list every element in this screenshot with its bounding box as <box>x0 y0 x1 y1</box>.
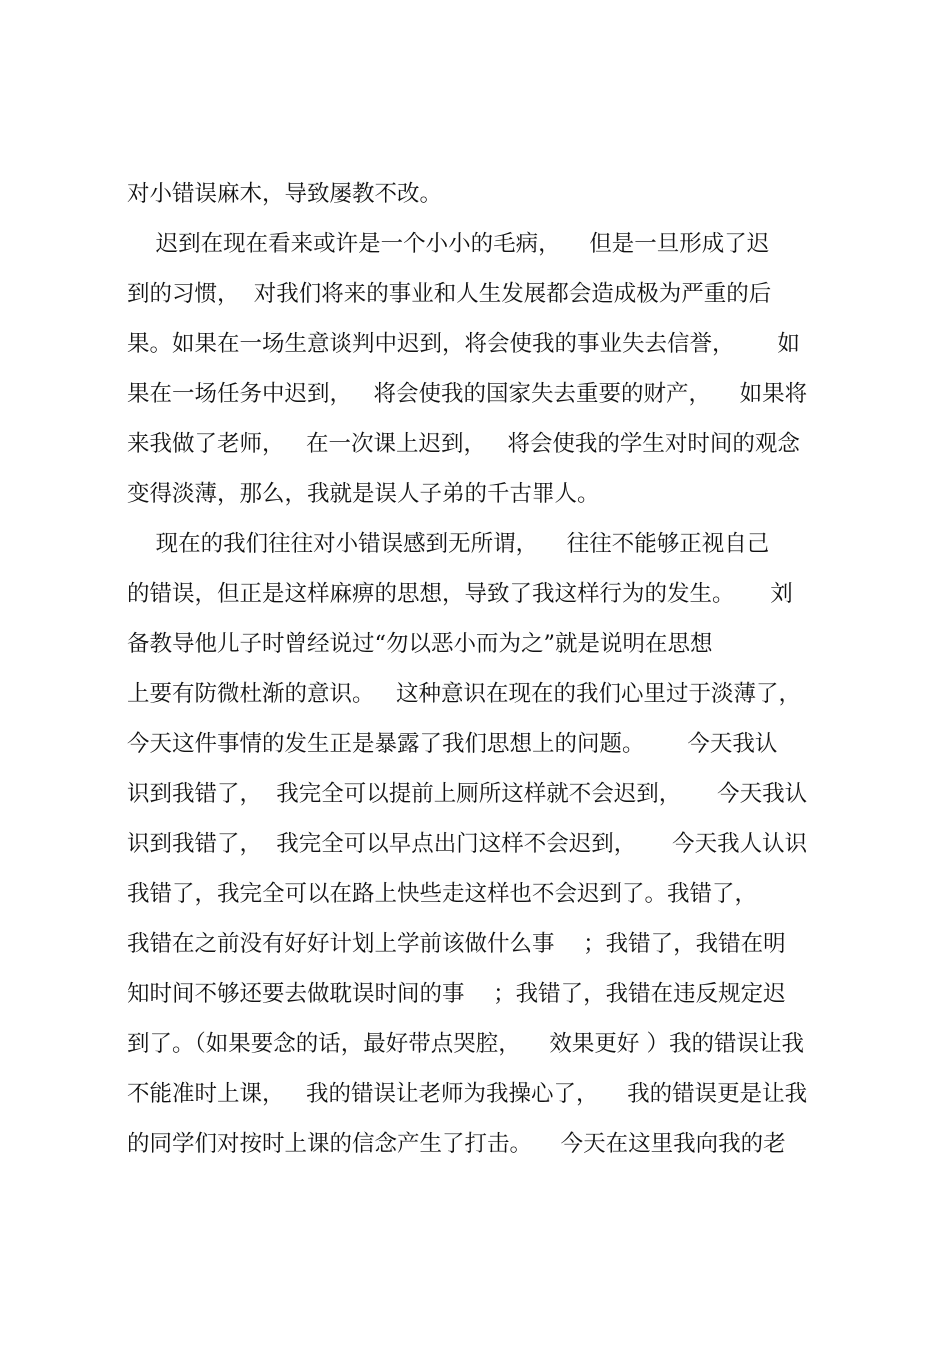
text-line: 来我做了老师， 在一次课上迟到， 将会使我的学生对时间的观念 <box>127 431 800 457</box>
text-line: 到的习惯， 对我们将来的事业和人生发展都会造成极为严重的后 <box>127 281 772 307</box>
text-line: 的错误，但正是这样麻痹的思想，导致了我这样行为的发生。 刘 <box>127 581 793 607</box>
text-line: 对小错误麻木，导致屡教不改。 <box>127 181 443 207</box>
text-line: 果在一场任务中迟到， 将会使我的国家失去重要的财产， 如果将 <box>127 381 808 407</box>
text-line: 识到我错了， 我完全可以早点出门这样不会迟到， 今天我人认识 <box>127 831 808 857</box>
text-line: 到了。（如果要念的话，最好带点哭腔， 效果更好 ）我的错误让我 <box>127 1031 805 1057</box>
text-line: 上要有防微杜渐的意识。 这种意识在现在的我们心里过于淡薄了， <box>127 681 801 707</box>
text-line: 备教导他儿子时曾经说过“勿以恶小而为之”就是说明在思想 <box>127 631 713 657</box>
text-line: 的同学们对按时上课的信念产生了打击。 今天在这里我向我的老 <box>127 1131 786 1157</box>
text-line: 今天这件事情的发生正是暴露了我们思想上的问题。 今天我认 <box>127 731 778 757</box>
text-line: 果。如果在一场生意谈判中迟到，将会使我的事业失去信誉， 如 <box>127 331 800 357</box>
text-line: 我错在之前没有好好计划上学前该做什么事 ；我错了，我错在明 <box>127 931 786 957</box>
text-line: 变得淡薄，那么，我就是误人子弟的千古罪人。 <box>127 481 600 507</box>
text-line: 知时间不够还要去做耽误时间的事 ；我错了，我错在违反规定迟 <box>127 981 786 1007</box>
text-line: 不能准时上课， 我的错误让老师为我操心了， 我的错误更是让我 <box>127 1081 808 1107</box>
text-line: 识到我错了， 我完全可以提前上厕所这样就不会迟到， 今天我认 <box>127 781 808 807</box>
text-line: 现在的我们往往对小错误感到无所谓， 往往不能够正视自己 <box>127 531 770 557</box>
text-line: 我错了，我完全可以在路上快些走这样也不会迟到了。我错了， <box>127 881 758 907</box>
text-line: 迟到在现在看来或许是一个小小的毛病， 但是一旦形成了迟 <box>127 231 770 257</box>
